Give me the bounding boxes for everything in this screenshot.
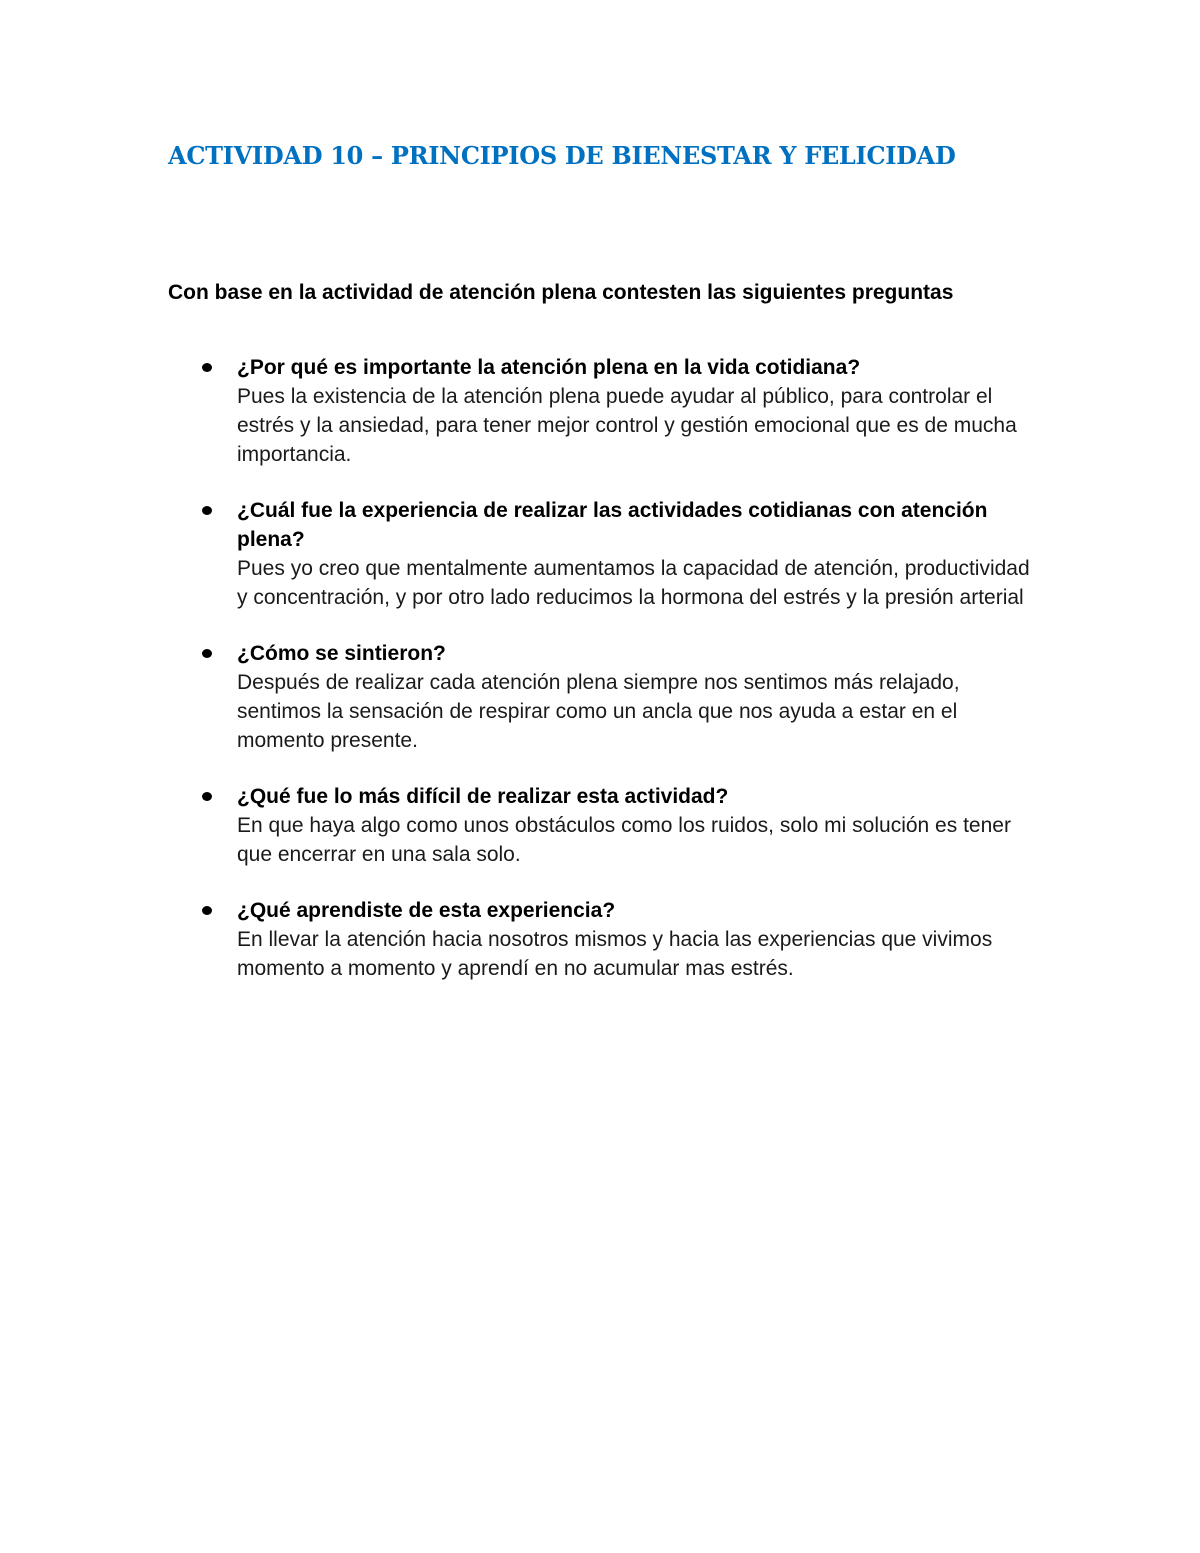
question-text: ¿Cuál fue la experiencia de realizar las actividades cotidianas con atención plena? [237,499,988,551]
bullet-icon [202,506,212,515]
question-text: ¿Cómo se sintieron? [237,642,446,665]
question-list [237,353,1037,1010]
answer-text: Pues yo creo que mentalmente aumentamos la capacidad de atención, productividad y concentración, y por otro lado reducimos la hormona del estrés y la presión arterial [237,557,1030,609]
list-item [237,496,1037,612]
list-item [237,782,1037,869]
question-text: ¿Qué fue lo más difícil de realizar esta actividad? [237,785,729,808]
bullet-icon [202,649,212,658]
list-item [237,639,1037,755]
answer-text: Después de realizar cada atención plena siempre nos sentimos más relajado, sentimos la sensación de respirar como un ancla que nos ayuda a estar en el momento presente. [237,671,960,752]
question-text: ¿Por qué es importante la atención plena en la vida cotidiana? [237,356,861,379]
answer-text: En llevar la atención hacia nosotros mismos y hacia las experiencias que vivimos momento a momento y aprendí en no acumular mas estrés. [237,928,993,980]
bullet-icon [202,363,212,372]
answer-text: En que haya algo como unos obstáculos como los ruidos, solo mi solución es tener que encerrar en una sala solo. [237,814,1011,866]
bullet-icon [202,906,212,915]
list-item [237,896,1037,983]
question-text: ¿Qué aprendiste de esta experiencia? [237,899,616,922]
list-item [237,353,1037,469]
intro-paragraph: Con base en la actividad de atención plena contesten las siguientes preguntas [168,281,954,304]
page-title: ACTIVIDAD 10 – PRINCIPIOS DE BIENESTAR Y FELICIDAD [168,141,956,170]
bullet-icon [202,792,212,801]
answer-text: Pues la existencia de la atención plena puede ayudar al público, para controlar el estrés y la ansiedad, para tener mejor control y gestión emocional que es de mucha importancia. [237,385,1017,466]
